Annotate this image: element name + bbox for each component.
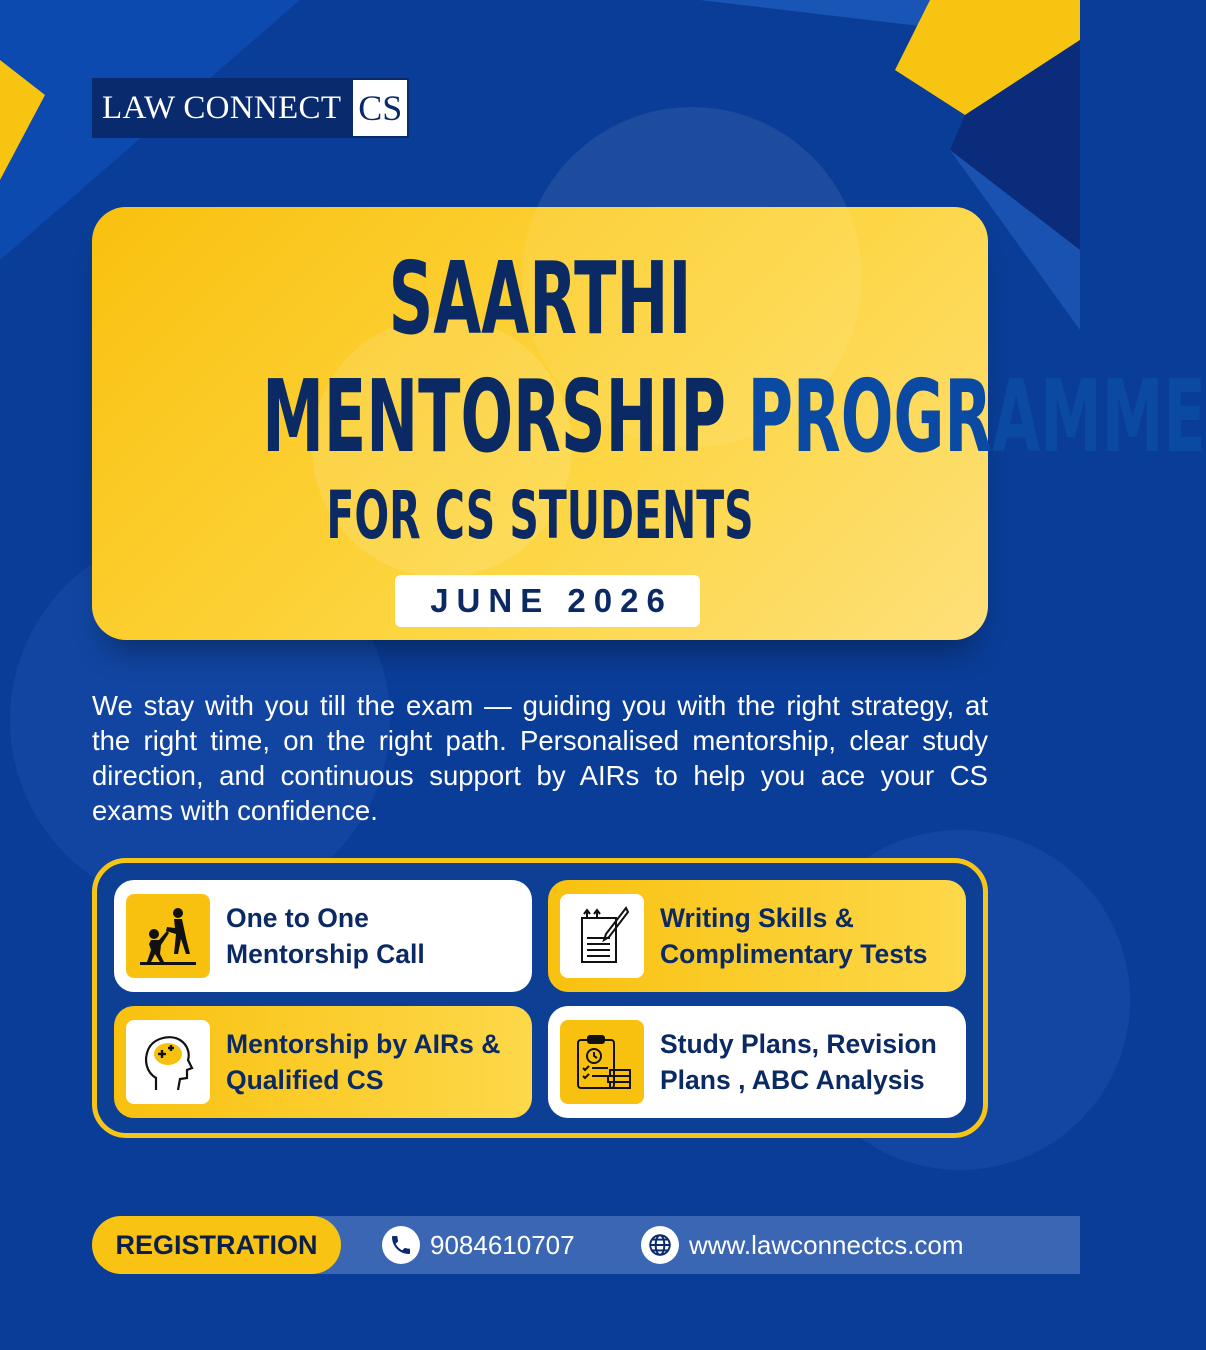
feature-writing-skills bbox=[548, 880, 966, 992]
feature-study-plans-line2: Plans , ABC Analysis bbox=[660, 1065, 925, 1095]
feature-airs-mentorship-line1: Mentorship by AIRs & bbox=[226, 1029, 501, 1059]
globe-icon bbox=[641, 1226, 679, 1264]
feature-one-to-one-line2: Mentorship Call bbox=[226, 939, 425, 969]
website-contact[interactable] bbox=[641, 1225, 964, 1265]
feature-one-to-one-text bbox=[226, 900, 425, 972]
date-badge: JUNE 2026 bbox=[395, 575, 700, 627]
feature-study-plans bbox=[548, 1006, 966, 1118]
feature-one-to-one-line1: One to One bbox=[226, 903, 369, 933]
features-panel bbox=[92, 858, 988, 1138]
hero-subtitle: FOR CS STUDENTS bbox=[326, 477, 754, 554]
brand-name: LAW CONNECT bbox=[92, 78, 351, 138]
registration-button[interactable]: REGISTRATION bbox=[92, 1216, 341, 1274]
feature-study-plans-text bbox=[660, 1026, 937, 1098]
feature-study-plans-line1: Study Plans, Revision bbox=[660, 1029, 937, 1059]
phone-icon bbox=[382, 1226, 420, 1264]
phone-number: 9084610707 bbox=[430, 1229, 575, 1260]
feature-airs-mentorship-text bbox=[226, 1026, 500, 1098]
hero-title-mentorship: MENTORSHIP bbox=[262, 358, 726, 475]
hero-card bbox=[92, 207, 1206, 640]
brand-logo bbox=[92, 78, 409, 138]
head-brain-icon bbox=[126, 1020, 210, 1104]
hero-title-line1: SAARTHI bbox=[388, 240, 692, 357]
hero-title-programme: PROGRAMME bbox=[747, 358, 1206, 475]
website-url: www.lawconnectcs.com bbox=[689, 1229, 964, 1260]
intro-paragraph: We stay with you till the exam — guiding you with the right strategy, at the right time, on the right path. Personalised mentorship, clear study direction, and continuous support by AIRs to help you ace your CS exams with confidence. bbox=[92, 690, 988, 826]
feature-writing-skills-line1: Writing Skills & bbox=[660, 903, 854, 933]
writing-test-icon bbox=[560, 894, 644, 978]
feature-airs-mentorship bbox=[114, 1006, 532, 1118]
phone-contact[interactable] bbox=[382, 1225, 575, 1265]
feature-airs-mentorship-line2: Qualified CS bbox=[226, 1065, 384, 1095]
feature-writing-skills-text bbox=[660, 900, 928, 972]
mentor-helping-icon bbox=[126, 894, 210, 978]
study-plan-clipboard-icon bbox=[560, 1020, 644, 1104]
hero-title-line2 bbox=[262, 358, 1206, 475]
brand-suffix: CS bbox=[351, 78, 409, 138]
feature-one-to-one bbox=[114, 880, 532, 992]
feature-writing-skills-line2: Complimentary Tests bbox=[660, 939, 928, 969]
